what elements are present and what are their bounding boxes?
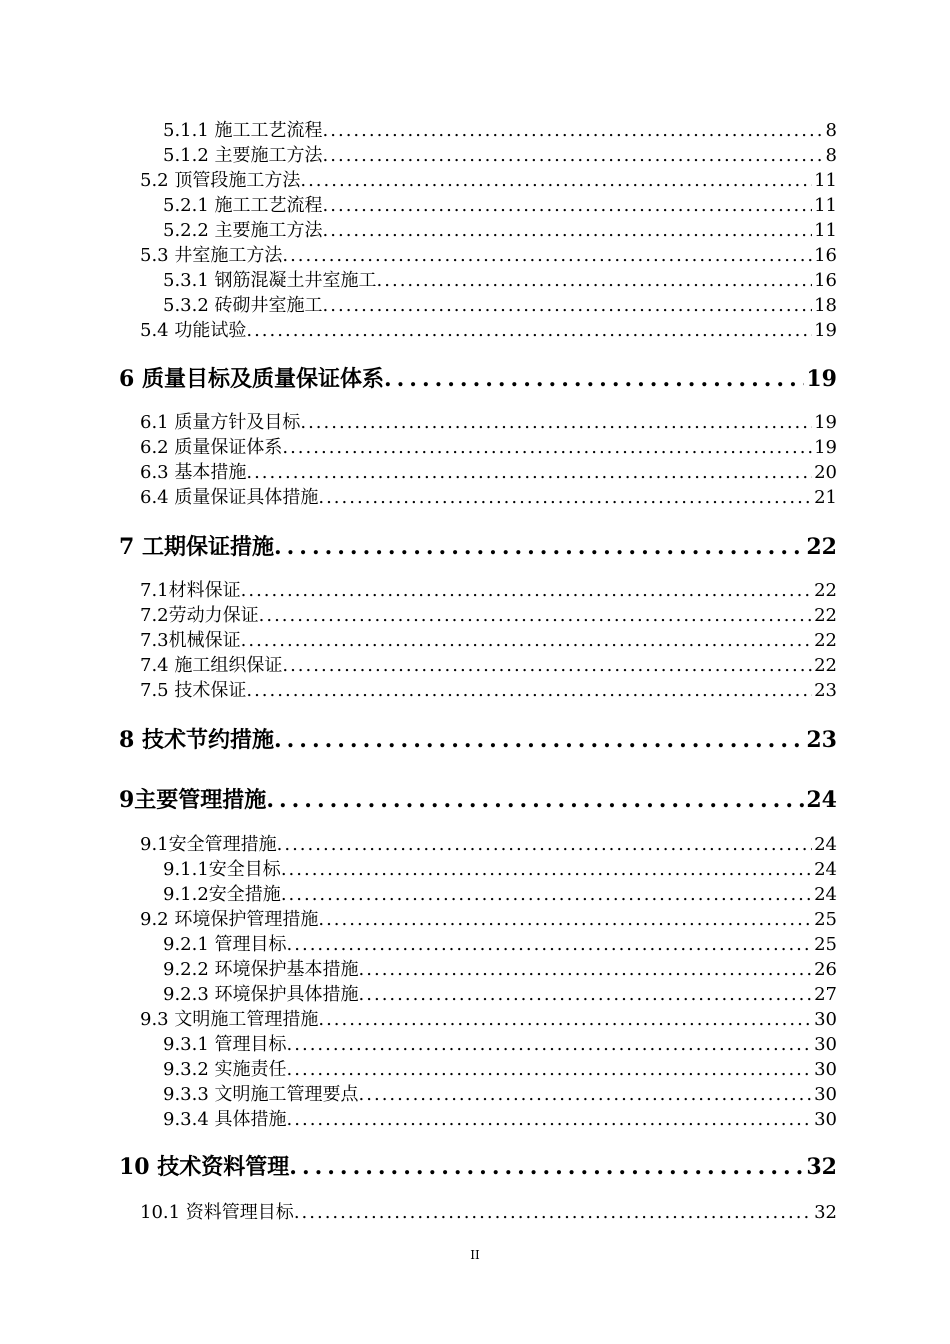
toc-chapter-entry[interactable] — [119, 723, 837, 753]
toc-entry-page: 16 — [814, 270, 837, 290]
toc-entry-page: 22 — [814, 655, 837, 675]
toc-dot-leader — [241, 630, 812, 650]
toc-entry-title: 9.2.2 环境保护基本措施 — [163, 959, 359, 979]
toc-section-entry[interactable] — [140, 483, 837, 507]
toc-dot-leader — [287, 1109, 813, 1129]
toc-dot-leader — [318, 487, 812, 507]
toc-entry-title: 9.3.4 具体措施 — [163, 1109, 287, 1129]
toc-dot-leader — [246, 680, 812, 700]
toc-entry-page: 30 — [814, 1109, 837, 1129]
toc-entry-title: 5.1.2 主要施工方法 — [163, 145, 323, 165]
toc-entry-page: 8 — [825, 120, 837, 140]
toc-entry-title: 7.5 技术保证 — [140, 680, 247, 700]
toc-section-entry[interactable] — [140, 905, 837, 929]
toc-entry-page: 26 — [814, 959, 837, 979]
toc-dot-leader — [323, 195, 813, 215]
toc-dot-leader — [289, 1154, 804, 1180]
toc-dot-leader — [274, 534, 804, 560]
toc-entry-title: 7.3机械保证 — [140, 630, 241, 650]
toc-entry-page: 16 — [814, 245, 837, 265]
toc-section-entry[interactable] — [163, 1030, 837, 1054]
toc-dot-leader — [287, 934, 813, 954]
toc-entry-title: 6.1 质量方针及目标 — [140, 412, 301, 432]
toc-entry-title: 10 技术资料管理 — [119, 1154, 290, 1180]
toc-entry-page: 30 — [814, 1034, 837, 1054]
toc-dot-leader — [359, 1084, 813, 1104]
toc-dot-leader — [287, 1059, 813, 1079]
toc-dot-leader — [266, 787, 804, 813]
toc-entry-title: 8 技术节约措施 — [119, 727, 274, 753]
toc-section-entry[interactable] — [140, 408, 837, 432]
toc-entry-page: 32 — [806, 1154, 837, 1180]
toc-entry-page: 19 — [814, 320, 837, 340]
toc-section-entry[interactable] — [163, 1055, 837, 1079]
toc-entry-title: 9.3.1 管理目标 — [163, 1034, 287, 1054]
toc-entry-title: 9.1.1安全目标 — [163, 859, 281, 879]
toc-dot-leader — [300, 412, 812, 432]
toc-entry-page: 11 — [814, 170, 837, 190]
toc-dot-leader — [282, 437, 812, 457]
toc-entry-title: 9.3.2 实施责任 — [163, 1059, 287, 1079]
toc-entry-title: 7 工期保证措施 — [119, 534, 274, 560]
toc-entry-page: 22 — [814, 580, 837, 600]
toc-entry-page: 25 — [814, 934, 837, 954]
toc-chapter-entry[interactable] — [119, 1150, 837, 1180]
toc-entry-title: 7.1材料保证 — [140, 580, 241, 600]
toc-entry-page: 11 — [814, 220, 837, 240]
toc-section-entry[interactable] — [163, 855, 837, 879]
toc-dot-leader — [277, 834, 812, 854]
toc-dot-leader — [384, 366, 804, 392]
toc-entry-page: 30 — [814, 1084, 837, 1104]
toc-dot-leader — [282, 245, 812, 265]
toc-entry-title: 5.2 顶管段施工方法 — [140, 170, 301, 190]
toc-section-entry[interactable] — [140, 676, 837, 700]
toc-entry-page: 20 — [814, 462, 837, 482]
toc-entry-page: 24 — [814, 859, 837, 879]
toc-entry-title: 5.1.1 施工工艺流程 — [163, 120, 323, 140]
toc-entry-title: 6.3 基本措施 — [140, 462, 247, 482]
toc-entry-title: 9主要管理措施 — [119, 787, 267, 813]
toc-entry-page: 22 — [814, 630, 837, 650]
toc-entry-title: 9.2 环境保护管理措施 — [140, 909, 319, 929]
toc-dot-leader — [246, 462, 812, 482]
toc-entry-page: 21 — [814, 487, 837, 507]
toc-section-entry[interactable] — [140, 1198, 837, 1222]
toc-entry-page: 23 — [806, 727, 837, 753]
toc-dot-leader — [259, 605, 812, 625]
toc-chapter-entry[interactable] — [119, 530, 837, 560]
toc-entry-title: 9.3.3 文明施工管理要点 — [163, 1084, 359, 1104]
toc-section-entry[interactable] — [140, 458, 837, 482]
toc-dot-leader — [287, 1034, 813, 1054]
toc-dot-leader — [323, 120, 824, 140]
toc-entry-title: 6.2 质量保证体系 — [140, 437, 283, 457]
toc-dot-leader — [281, 859, 812, 879]
toc-entry-page: 24 — [806, 787, 837, 813]
toc-entry-title: 9.1安全管理措施 — [140, 834, 277, 854]
toc-entry-page: 30 — [814, 1009, 837, 1029]
toc-section-entry[interactable] — [140, 166, 837, 190]
toc-section-entry[interactable] — [163, 955, 837, 979]
toc-entry-title: 5.4 功能试验 — [140, 320, 247, 340]
toc-entry-title: 6.4 质量保证具体措施 — [140, 487, 319, 507]
toc-section-entry[interactable] — [163, 191, 837, 215]
toc-entry-page: 22 — [814, 605, 837, 625]
toc-dot-leader — [274, 727, 804, 753]
toc-dot-leader — [318, 909, 812, 929]
toc-dot-leader — [318, 1009, 812, 1029]
toc-section-entry[interactable] — [140, 651, 837, 675]
toc-entry-title: 9.1.2安全措施 — [163, 884, 281, 904]
toc-entry-page: 19 — [814, 412, 837, 432]
toc-dot-leader — [294, 1202, 812, 1222]
toc-dot-leader — [282, 655, 812, 675]
toc-entry-title: 5.3.2 砖砌井室施工 — [163, 295, 323, 315]
toc-section-entry[interactable] — [163, 880, 837, 904]
toc-dot-leader — [281, 884, 812, 904]
toc-entry-title: 5.2.1 施工工艺流程 — [163, 195, 323, 215]
toc-entry-page: 27 — [814, 984, 837, 1004]
toc-section-entry[interactable] — [140, 626, 837, 650]
toc-dot-leader — [300, 170, 812, 190]
toc-section-entry[interactable] — [140, 433, 837, 457]
toc-chapter-entry[interactable] — [119, 362, 837, 392]
toc-dot-leader — [246, 320, 812, 340]
toc-section-entry[interactable] — [163, 116, 837, 140]
toc-entry-page: 24 — [814, 884, 837, 904]
toc-dot-leader — [377, 270, 813, 290]
toc-entry-page: 25 — [814, 909, 837, 929]
toc-dot-leader — [359, 984, 813, 1004]
toc-section-entry[interactable] — [163, 1080, 837, 1104]
toc-dot-leader — [323, 295, 813, 315]
toc-entry-page: 23 — [814, 680, 837, 700]
toc-section-entry[interactable] — [140, 830, 837, 854]
toc-section-entry[interactable] — [140, 1005, 837, 1029]
toc-entry-title: 10.1 资料管理目标 — [140, 1202, 294, 1222]
toc-entry-title: 5.3 井室施工方法 — [140, 245, 283, 265]
toc-entry-title: 9.3 文明施工管理措施 — [140, 1009, 319, 1029]
toc-entry-page: 11 — [814, 195, 837, 215]
toc-entry-title: 9.2.1 管理目标 — [163, 934, 287, 954]
toc-entry-page: 19 — [806, 366, 837, 392]
toc-section-entry[interactable] — [140, 316, 837, 340]
toc-entry-title: 5.2.2 主要施工方法 — [163, 220, 323, 240]
toc-entry-page: 30 — [814, 1059, 837, 1079]
toc-section-entry[interactable] — [163, 1105, 837, 1129]
toc-chapter-entry[interactable] — [119, 783, 837, 813]
toc-section-entry[interactable] — [163, 266, 837, 290]
toc-entry-page: 22 — [806, 534, 837, 560]
page-number-footer: II — [470, 1248, 480, 1262]
toc-entry-page: 19 — [814, 437, 837, 457]
toc-entry-page: 18 — [814, 295, 837, 315]
toc-section-entry[interactable] — [140, 601, 837, 625]
toc-dot-leader — [323, 145, 824, 165]
toc-dot-leader — [241, 580, 812, 600]
toc-section-entry[interactable] — [163, 930, 837, 954]
toc-dot-leader — [359, 959, 813, 979]
toc-entry-title: 6 质量目标及质量保证体系 — [119, 366, 384, 392]
toc-entry-title: 5.3.1 钢筋混凝土井室施工 — [163, 270, 377, 290]
toc-section-entry[interactable] — [163, 980, 837, 1004]
toc-section-entry[interactable] — [163, 216, 837, 240]
toc-entry-title: 7.2劳动力保证 — [140, 605, 259, 625]
toc-entry-title: 9.2.3 环境保护具体措施 — [163, 984, 359, 1004]
toc-section-entry[interactable] — [163, 291, 837, 315]
toc-section-entry[interactable] — [140, 241, 837, 265]
toc-entry-page: 32 — [814, 1202, 837, 1222]
toc-entry-page: 24 — [814, 834, 837, 854]
toc-section-entry[interactable] — [163, 141, 837, 165]
toc-entry-page: 8 — [825, 145, 837, 165]
toc-entry-title: 7.4 施工组织保证 — [140, 655, 283, 675]
toc-section-entry[interactable] — [140, 576, 837, 600]
toc-dot-leader — [323, 220, 813, 240]
